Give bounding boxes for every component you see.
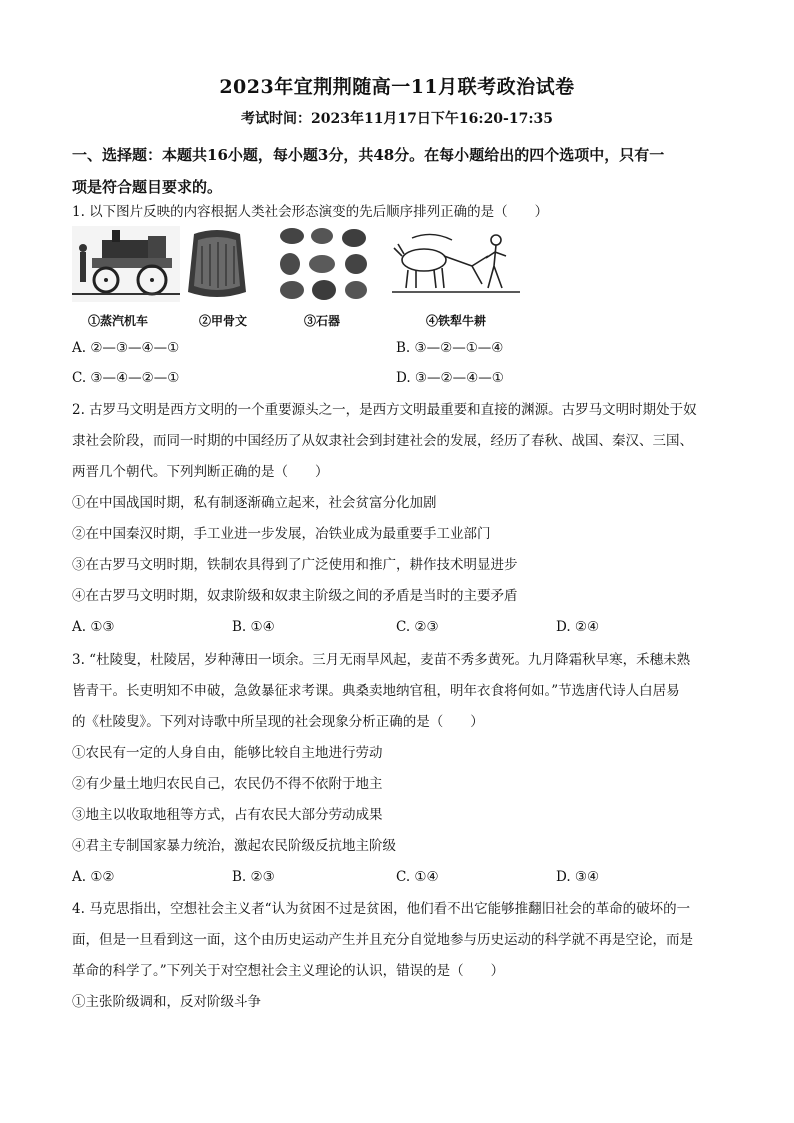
q2-statement-1: ①在中国战国时期，私有制逐渐确立起来，社会贫富分化加剧 [72, 495, 437, 511]
caption-stone-tools: ③石器 [304, 314, 341, 328]
q3-option-d[interactable]: D. ③④ [556, 869, 600, 885]
section-heading [72, 139, 724, 203]
q3-option-a[interactable]: A. ①② [72, 869, 115, 885]
q1-option-b[interactable]: B. ③—②—①—④ [396, 340, 504, 356]
q2-line: 隶社会阶段，而同一时期的中国经历了从奴隶社会到封建社会的发展，经历了春秋、战国、秦汉、三国、 [72, 433, 693, 449]
section-heading-line-2: 项是符合题目要求的。 [72, 178, 223, 196]
q2-option-c[interactable]: C. ②③ [396, 619, 439, 635]
q2-statement-2: ②在中国秦汉时期，手工业进一步发展，冶铁业成为最重要手工业部门 [72, 526, 491, 542]
q3-statement-3: ③地主以收取地租等方式，占有农民大部分劳动成果 [72, 807, 383, 823]
iron-plough-ox-image [392, 226, 520, 302]
q2-statement-4: ④在古罗马文明时期，奴隶阶级和奴隶主阶级之间的矛盾是当时的主要矛盾 [72, 588, 518, 604]
q2-line: 2. 古罗马文明是西方文明的一个重要源头之一，是西方文明最重要和直接的渊源。古罗马文明时期处于奴 [72, 402, 697, 418]
q3-line: 3. “杜陵叟，杜陵居，岁种薄田一顷余。三月无雨旱风起，麦苗不秀多黄死。九月降霜秋早寒，禾穗未熟 [72, 652, 691, 668]
caption-iron-plough: ④铁犁牛耕 [426, 314, 487, 328]
exam-title: 2023年宜荆荆随高一11月联考政治试卷 [219, 76, 575, 98]
q2-line: 两晋几个朝代。下列判断正确的是（ ） [72, 464, 329, 480]
q1-option-a[interactable]: A. ②—③—④—① [72, 340, 180, 356]
caption-oracle-bone: ②甲骨文 [199, 314, 248, 328]
section-heading-line-1: 一、选择题：本题共16小题，每小题3分，共48分。在每小题给出的四个选项中，只有一 [72, 146, 665, 164]
q2-option-a[interactable]: A. ①③ [72, 619, 115, 635]
q3-line: 的《杜陵叟》。下列对诗歌中所呈现的社会现象分析正确的是（ ） [72, 714, 484, 730]
steam-locomotive-image [72, 226, 180, 302]
q4-line: 面，但是一旦看到这一面，这个由历史运动产生并且充分自觉地参与历史运动的科学就不再是空论，而是 [72, 932, 693, 948]
q1-option-c[interactable]: C. ③—④—②—① [72, 370, 180, 386]
q3-option-b[interactable]: B. ②③ [232, 869, 275, 885]
q3-statement-1: ①农民有一定的人身自由，能够比较自主地进行劳动 [72, 745, 383, 761]
q3-statement-2: ②有少量土地归农民自己，农民仍不得不依附于地主 [72, 776, 383, 792]
q1-stem: 1. 以下图片反映的内容根据人类社会形态演变的先后顺序排列正确的是（ ） [72, 204, 549, 220]
exam-time: 考试时间：2023年11月17日下午16:20-17:35 [240, 111, 553, 127]
q4-line: 4. 马克思指出，空想社会主义者“认为贫困不过是贫困，他们看不出它能够推翻旧社会的革命的破坏的一 [72, 901, 691, 917]
oracle-bone-image [184, 226, 250, 302]
q4-line: 革命的科学了。”下列关于对空想社会主义理论的认识，错误的是（ ） [72, 963, 505, 979]
q2-option-d[interactable]: D. ②④ [556, 619, 600, 635]
q3-statement-4: ④君主专制国家暴力统治，激起农民阶级反抗地主阶级 [72, 838, 396, 854]
q4-statement-1: ①主张阶级调和，反对阶级斗争 [72, 994, 261, 1010]
q3-option-c[interactable]: C. ①④ [396, 869, 439, 885]
stone-tools-image [276, 226, 372, 302]
q2-statement-3: ③在古罗马文明时期，铁制农具得到了广泛使用和推广，耕作技术明显进步 [72, 557, 518, 573]
q3-line: 皆青干。长吏明知不申破，急敛暴征求考课。典桑卖地纳官租，明年衣食将何如。”节选唐代诗人白居易 [72, 683, 680, 699]
caption-steam-locomotive: ①蒸汽机车 [88, 314, 149, 328]
q1-option-d[interactable]: D. ③—②—④—① [396, 370, 504, 386]
q2-option-b[interactable]: B. ①④ [232, 619, 275, 635]
